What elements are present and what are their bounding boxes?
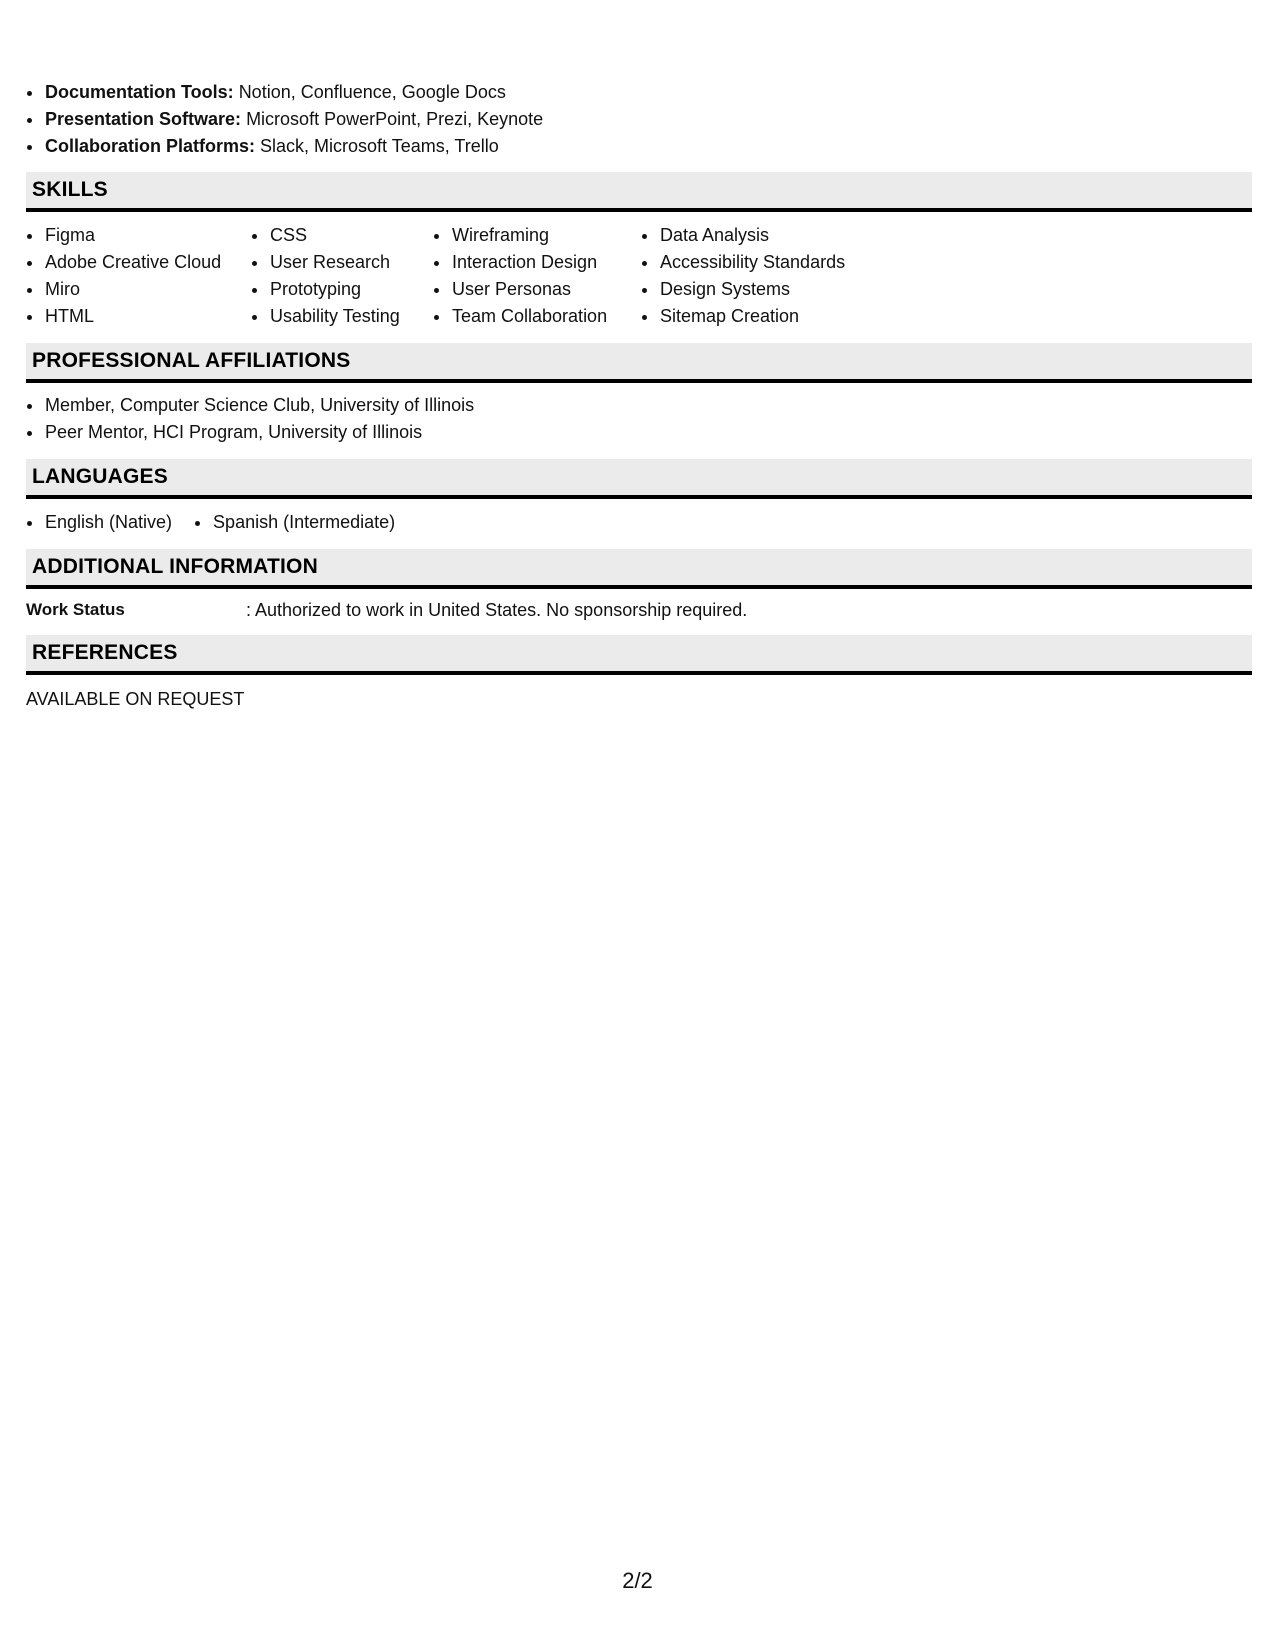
skills-column bbox=[26, 222, 251, 330]
skill-item: Team Collaboration bbox=[433, 303, 641, 330]
languages-list bbox=[26, 509, 417, 536]
additional-info-section-header bbox=[26, 549, 1252, 589]
languages-section-header bbox=[26, 459, 1252, 499]
tools-item-presentation bbox=[26, 106, 543, 133]
skills-section-header bbox=[26, 172, 1252, 212]
tools-item-label: Documentation Tools: bbox=[45, 82, 234, 102]
section-title: PROFESSIONAL AFFILIATIONS bbox=[32, 349, 351, 372]
work-status-value: : Authorized to work in United States. No sponsorship required. bbox=[246, 600, 748, 620]
tools-item-value: Slack, Microsoft Teams, Trello bbox=[260, 136, 499, 156]
tools-list bbox=[26, 79, 543, 160]
skill-item: Prototyping bbox=[251, 276, 433, 303]
skill-item: Usability Testing bbox=[251, 303, 433, 330]
affiliation-item: Member, Computer Science Club, University of Illinois bbox=[26, 392, 474, 419]
tools-item-value: Notion, Confluence, Google Docs bbox=[238, 82, 506, 102]
skill-item: Figma bbox=[26, 222, 251, 249]
affiliations-section-header bbox=[26, 343, 1252, 383]
references-section-header bbox=[26, 635, 1252, 675]
skill-item: Sitemap Creation bbox=[641, 303, 881, 330]
section-title: LANGUAGES bbox=[32, 465, 168, 488]
skill-item: Interaction Design bbox=[433, 249, 641, 276]
skill-item: User Research bbox=[251, 249, 433, 276]
skill-item: User Personas bbox=[433, 276, 641, 303]
references-text: AVAILABLE ON REQUEST bbox=[26, 689, 245, 709]
tools-item-label: Collaboration Platforms: bbox=[45, 136, 256, 156]
work-status-label: Work Status bbox=[26, 600, 125, 619]
section-title: REFERENCES bbox=[32, 641, 178, 664]
tools-item-collaboration bbox=[26, 133, 543, 160]
skill-item: Miro bbox=[26, 276, 251, 303]
skill-item: Design Systems bbox=[641, 276, 881, 303]
skills-column bbox=[433, 222, 641, 330]
tools-item-label: Presentation Software: bbox=[45, 109, 242, 129]
tools-item-value: Microsoft PowerPoint, Prezi, Keynote bbox=[246, 109, 544, 129]
skill-item: Accessibility Standards bbox=[641, 249, 881, 276]
tools-item-documentation bbox=[26, 79, 543, 106]
skills-column bbox=[641, 222, 881, 330]
section-title: ADDITIONAL INFORMATION bbox=[32, 555, 318, 578]
skill-item: CSS bbox=[251, 222, 433, 249]
skills-column bbox=[251, 222, 433, 330]
language-item: English (Native) bbox=[26, 509, 172, 536]
skills-grid bbox=[26, 222, 881, 330]
skill-item: Adobe Creative Cloud bbox=[26, 249, 251, 276]
language-item: Spanish (Intermediate) bbox=[194, 509, 395, 536]
affiliation-item: Peer Mentor, HCI Program, University of Illinois bbox=[26, 419, 474, 446]
section-title: SKILLS bbox=[32, 178, 108, 201]
skill-item: HTML bbox=[26, 303, 251, 330]
page-number: 2/2 bbox=[622, 1568, 653, 1593]
skill-item: Wireframing bbox=[433, 222, 641, 249]
affiliations-list bbox=[26, 392, 474, 446]
skill-item: Data Analysis bbox=[641, 222, 881, 249]
